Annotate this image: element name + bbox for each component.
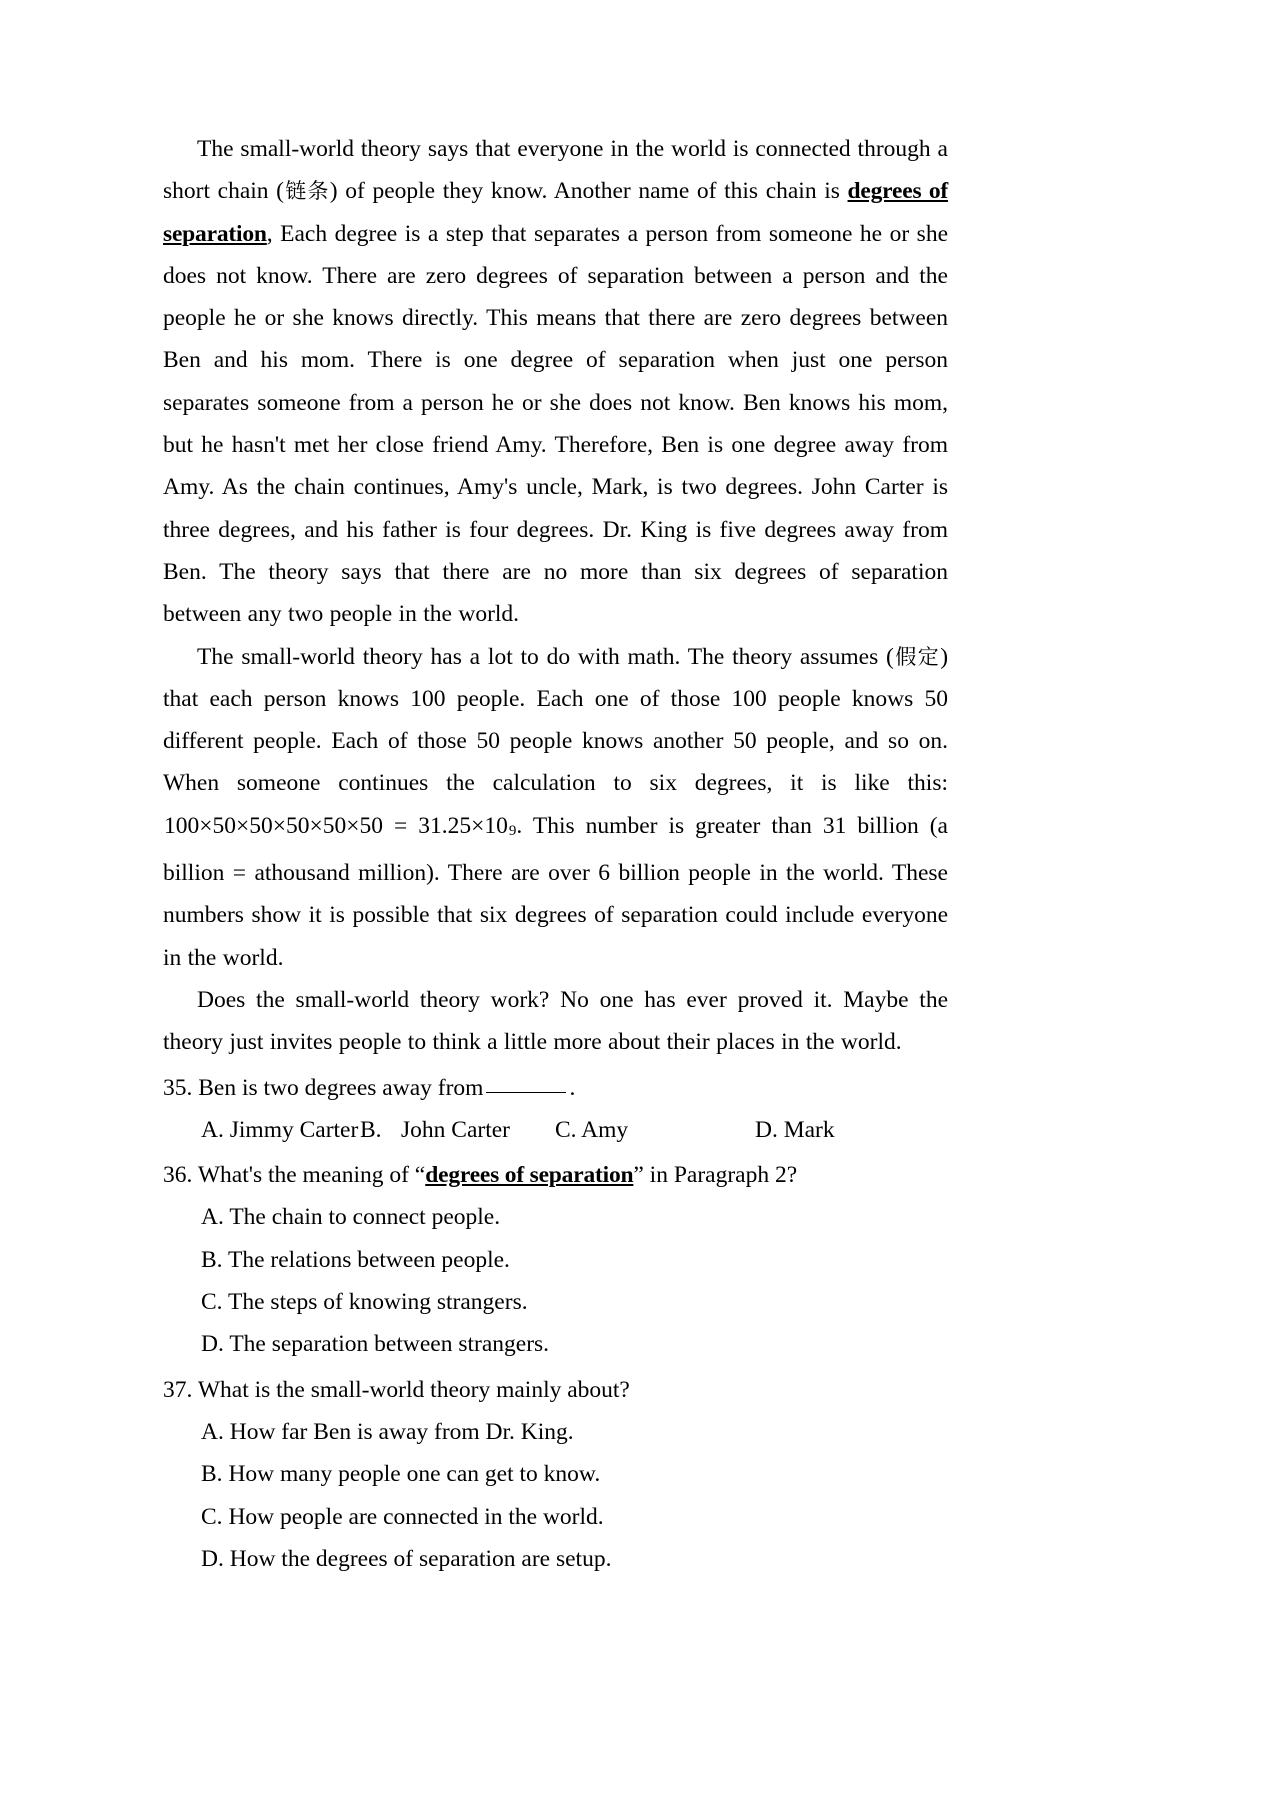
option-37-b-text: How many people one can get to know. bbox=[228, 1461, 601, 1488]
paragraph-2-text-a: The small-world theory has a lot to do with math. The theory assumes ( bbox=[197, 643, 894, 670]
math-expression: 100×50×50×50×50×50 = 31.25×10 bbox=[164, 812, 508, 839]
question-35-options bbox=[163, 1109, 948, 1151]
option-35-b-label-wrap[interactable] bbox=[360, 1109, 382, 1151]
question-37-stem bbox=[163, 1369, 948, 1411]
option-35-b-text: John Carter bbox=[401, 1116, 510, 1143]
option-35-a-text: Jimmy Carter bbox=[229, 1116, 359, 1143]
question-35-stem bbox=[163, 1067, 948, 1109]
option-37-a-label: A. bbox=[201, 1418, 224, 1445]
option-37-c-text: How people are connected in the world. bbox=[228, 1503, 604, 1530]
option-37-d[interactable] bbox=[163, 1538, 948, 1580]
option-36-c[interactable] bbox=[163, 1281, 948, 1323]
paragraph-1-text-b: ) of people they know. Another name of this chain is bbox=[329, 178, 848, 205]
option-37-b[interactable] bbox=[163, 1453, 948, 1495]
option-36-d[interactable] bbox=[163, 1323, 948, 1365]
option-35-b-label: B. bbox=[360, 1116, 382, 1143]
option-36-a[interactable] bbox=[163, 1196, 948, 1238]
paragraph-2-text-b: ) that each person knows 100 people. Each one of those 100 people knows 50 different people. Each of those 50 people knows another 50 people, and so on. When someone continues the calculation to six degrees, it is like this: bbox=[163, 643, 949, 797]
question-36-stem bbox=[163, 1154, 948, 1196]
paragraph-2-text-c: . This number is greater than 31 billion (a billion = athousand million). There are over 6 billion people in the world. These numbers show it is possible that six degrees of separation could include everyone in the world. bbox=[163, 812, 948, 971]
option-37-d-label: D. bbox=[201, 1545, 224, 1572]
option-35-d[interactable] bbox=[755, 1109, 835, 1151]
option-37-d-text: How the degrees of separation are setup. bbox=[229, 1545, 612, 1572]
option-35-c-label: C. bbox=[555, 1116, 577, 1143]
question-35-number: 35. bbox=[163, 1074, 193, 1101]
paragraph-1-chinese-gloss-chain: 链条 bbox=[284, 179, 330, 204]
question-36-stem-text-a: What's the meaning of “ bbox=[197, 1162, 426, 1189]
option-35-a[interactable] bbox=[201, 1109, 358, 1151]
paragraph-1-text-c: , Each degree is a step that separates a person from someone he or she does not know. There are zero degrees of separation between a person and the people he or she knows directly. This means that there are zero degrees between Ben and his mom. There is one degree of separation when just one person separates someone from a person he or she does not know. Ben knows his mom, but he hasn't met her close friend Amy. Therefore, Ben is one degree away from Amy. As the chain continues, Amy's uncle, Mark, is two degrees. John Carter is three degrees, and his father is four degrees. Dr. King is five degrees away from Ben. The theory says that there are no more than six degrees of separation between any two people in the world. bbox=[163, 220, 948, 628]
option-36-c-label: C. bbox=[201, 1289, 223, 1316]
option-36-b-label: B. bbox=[201, 1246, 223, 1273]
keyword-degrees-of-separation-question: degrees of separation bbox=[425, 1162, 634, 1189]
keyword-degrees-of-separation-passage: degrees of separation bbox=[163, 178, 949, 247]
option-36-a-label: A. bbox=[201, 1204, 224, 1231]
question-35-stem-text: Ben is two degrees away from bbox=[198, 1074, 484, 1101]
option-36-a-text: The chain to connect people. bbox=[229, 1204, 501, 1231]
question-35-stem-suffix: . bbox=[569, 1074, 576, 1101]
math-exponent: 9 bbox=[508, 822, 517, 839]
option-35-d-text: Mark bbox=[783, 1116, 835, 1143]
page-content bbox=[163, 128, 948, 1580]
question-37-number: 37. bbox=[163, 1376, 193, 1403]
paragraph-3-text: Does the small-world theory work? No one has ever proved it. Maybe the theory just invites people to think a little more about their places in the world. bbox=[163, 986, 948, 1056]
option-37-c-label: C. bbox=[201, 1503, 223, 1530]
option-37-a[interactable] bbox=[163, 1411, 948, 1453]
question-37 bbox=[163, 1369, 948, 1580]
option-37-b-label: B. bbox=[201, 1461, 223, 1488]
question-37-stem-text: What is the small-world theory mainly about? bbox=[197, 1376, 630, 1403]
option-35-a-label: A. bbox=[201, 1116, 224, 1143]
option-37-a-text: How far Ben is away from Dr. King. bbox=[229, 1418, 574, 1445]
option-35-c[interactable] bbox=[555, 1109, 628, 1151]
question-36 bbox=[163, 1154, 948, 1365]
question-35 bbox=[163, 1067, 948, 1152]
option-36-d-text: The separation between strangers. bbox=[229, 1331, 550, 1358]
option-35-c-text: Amy bbox=[581, 1116, 629, 1143]
paragraph-1-text-a: The small-world theory says that everyone in the world is connected through a short chain ( bbox=[163, 136, 948, 205]
question-36-stem-text-b: ” in Paragraph 2? bbox=[633, 1162, 798, 1189]
passage-paragraph-3 bbox=[163, 979, 948, 1064]
option-36-b-text: The relations between people. bbox=[228, 1246, 510, 1273]
paragraph-2-chinese-gloss-assumes: 假定 bbox=[893, 644, 941, 669]
option-36-b[interactable] bbox=[163, 1239, 948, 1281]
option-36-d-label: D. bbox=[201, 1331, 224, 1358]
passage-paragraph-1 bbox=[163, 128, 948, 636]
option-36-c-text: The steps of knowing strangers. bbox=[228, 1289, 528, 1316]
question-36-number: 36. bbox=[163, 1162, 193, 1189]
passage-paragraph-2 bbox=[163, 636, 948, 979]
answer-blank[interactable] bbox=[486, 1092, 566, 1093]
option-35-d-label: D. bbox=[755, 1116, 778, 1143]
option-37-c[interactable] bbox=[163, 1496, 948, 1538]
option-35-b[interactable] bbox=[401, 1109, 510, 1151]
